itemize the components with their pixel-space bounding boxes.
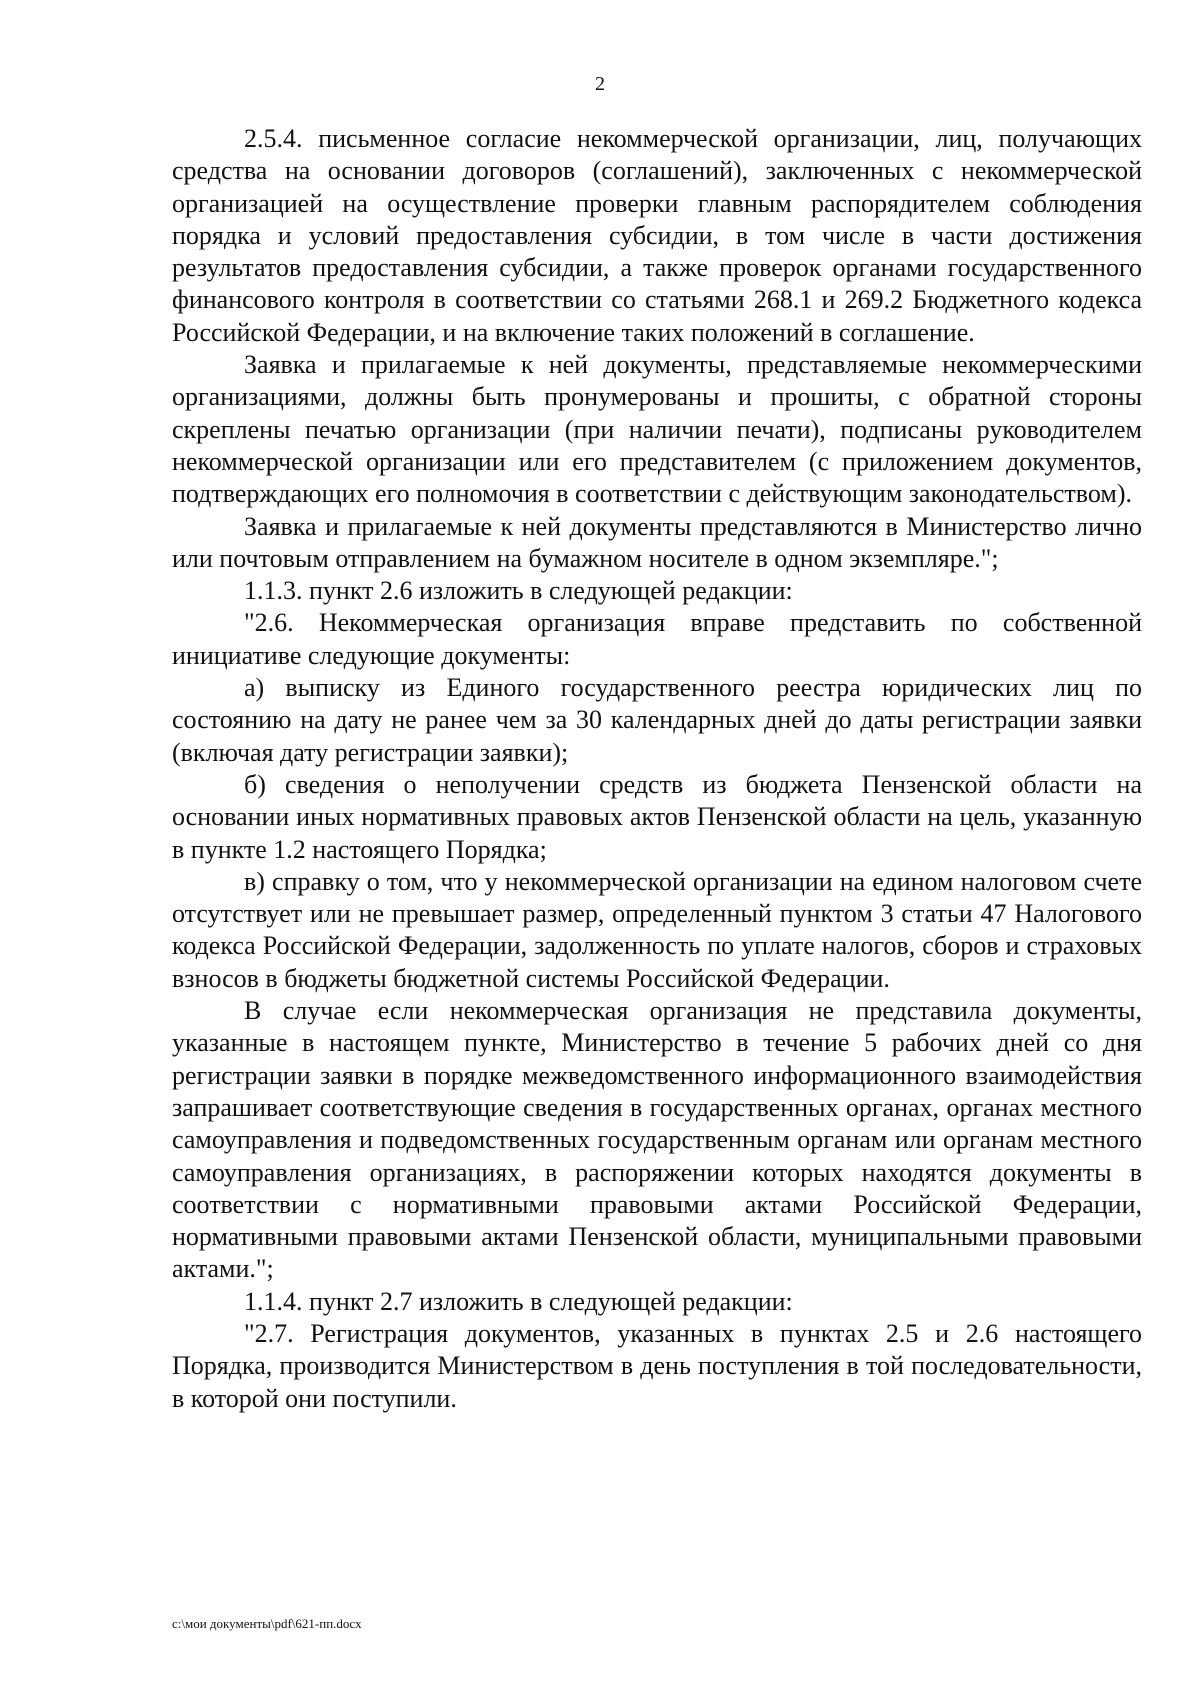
paragraph-2-5-4: 2.5.4. письменное согласие некоммерческой организации, лиц, получающих средства на основании договоров (соглашений), заключенных с некоммерческой организацией на осуществление проверки главным распорядителем соблюдения порядка и условий предоставления субсидии, в том числе в части достижения результатов предоставления субсидии, а также проверок органами государственного финансового контроля в соответствии со статьями 268.1 и 269.2 Бюджетного кодекса Российской Федерации, и на включение таких положений в соглашение.	[172, 124, 1142, 347]
paragraph-item-a: а) выписку из Единого государственного реестра юридических лиц по состоянию на дату не ранее чем за 30 календарных дней до даты регистрации заявки (включая дату регистрации заявки);	[172, 673, 1142, 767]
paragraph-2-7: "2.7. Регистрация документов, указанных в пунктах 2.5 и 2.6 настоящего Порядка, производится Министерством в день поступления в той последовательности, в которой они поступили.	[172, 1318, 1142, 1413]
paragraph-2-6: "2.6. Некоммерческая организация вправе представить по собственной инициативе следующие документы:	[172, 608, 1142, 670]
paragraph-1-1-4: 1.1.4. пункт 2.7 изложить в следующей редакции:	[244, 1286, 793, 1316]
document-body	[172, 123, 1142, 1415]
paragraph-application-submission: Заявка и прилагаемые к ней документы представляются в Министерство лично или почтовым отправлением на бумажном носителе в одном экземпляре.";	[172, 511, 1142, 573]
paragraph-item-v: в) справку о том, что у некоммерческой организации на едином налоговом счете отсутствует или не превышает размер, определенный пунктом 3 статьи 47 Налогового кодекса Российской Федерации, задолженность по уплате налогов, сборов и страховых взносов в бюджеты бюджетной системы Российской Федерации.	[172, 866, 1142, 993]
paragraph-interagency-request: В случае если некоммерческая организация не представила документы, указанные в настоящем пункте, Министерство в течение 5 рабочих дней со дня регистрации заявки в порядке межведомственного информационного взаимодействия запрашивает соответствующие сведения в государственных органах, органах местного самоуправления и подведомственных государственным органам или органам местного самоуправления организациях, в распоряжении которых находятся документы в соответствии с нормативными правовыми актами Российской Федерации, нормативными правовыми актами Пензенской области, муниципальными правовыми актами.";	[172, 996, 1142, 1284]
page-number: 2	[595, 73, 605, 95]
paragraph-item-b: б) сведения о неполучении средств из бюджета Пензенской области на основании иных нормативных правовых актов Пензенской области на цель, указанную в пункте 1.2 настоящего Порядка;	[172, 769, 1142, 864]
paragraph-application-requirements: Заявка и прилагаемые к ней документы, представляемые некоммерческими организациями, должны быть пронумерованы и прошиты, с обратной стороны скреплены печатью организации (при наличии печати), подписаны руководителем некоммерческой организации или его представителем (с приложением документов, подтверждающих его полномочия в соответствии с действующим законодательством).	[172, 350, 1142, 509]
paragraph-1-1-3: 1.1.3. пункт 2.6 изложить в следующей редакции:	[244, 576, 793, 606]
footer-file-path: c:\мои документы\pdf\621-пп.docx	[172, 1616, 362, 1631]
